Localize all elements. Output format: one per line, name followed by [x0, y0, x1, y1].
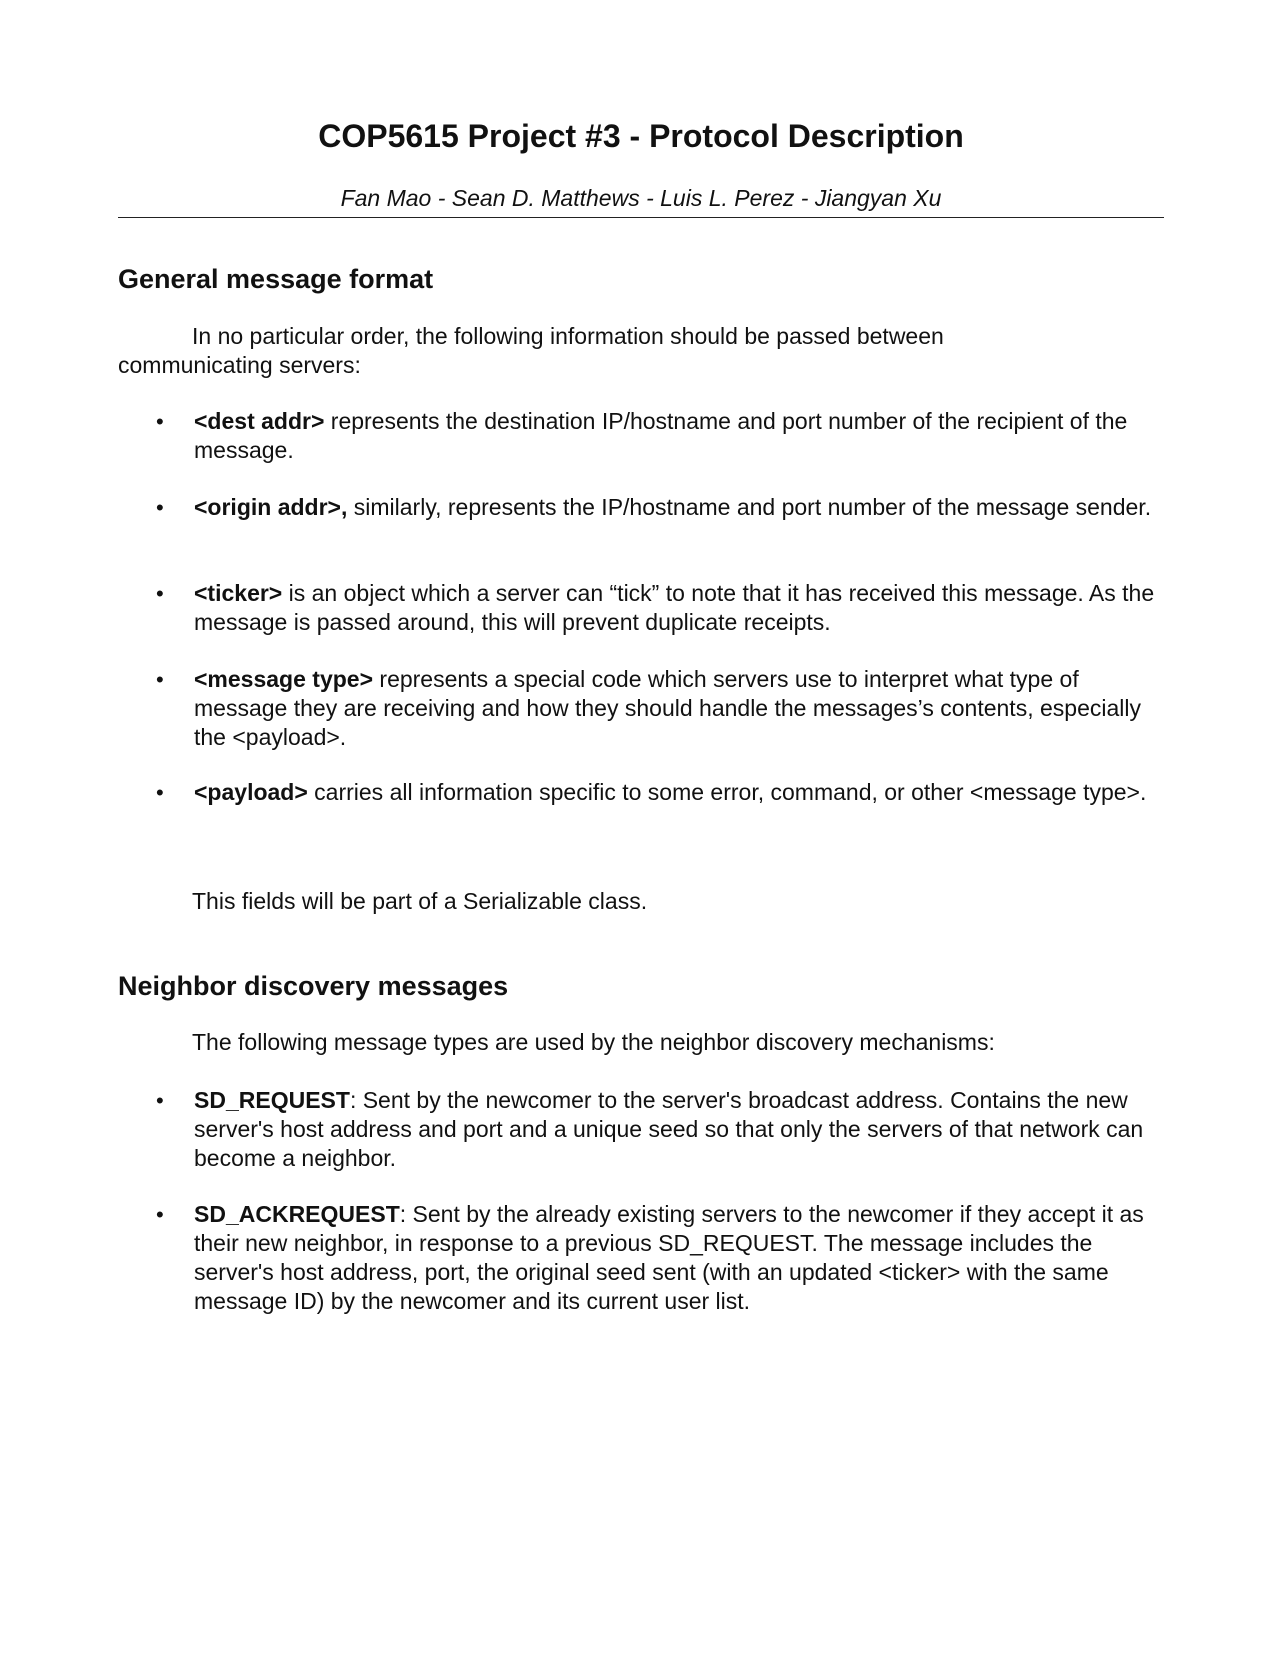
document-title: COP5615 Project #3 - Protocol Description [318, 118, 964, 154]
title-divider [118, 217, 1164, 218]
list-item-term: SD_ACKREQUEST [194, 1201, 400, 1227]
list-item-text [194, 493, 1164, 522]
section1-intro-text: In no particular order, the following information should be passed between communicating servers: [118, 323, 944, 378]
section1-intro [118, 322, 1018, 380]
list-item-text [194, 778, 1164, 807]
section2-intro-text: The following message types are used by the neighbor discovery mechanisms: [192, 1029, 995, 1055]
list-item-term: <origin addr>, [194, 494, 348, 520]
section2-intro [118, 1028, 1164, 1057]
list-item-text [194, 665, 1164, 752]
list-item [118, 493, 1164, 522]
list-item-term: <dest addr> [194, 408, 325, 434]
bullet-icon: • [156, 667, 164, 692]
list-item-text [194, 1200, 1164, 1316]
bullet-icon: • [156, 581, 164, 606]
list-item [118, 1200, 1164, 1316]
list-item-description: is an object which a server can “tick” to note that it has received this message. As the message is passed around, this will prevent duplicate receipts. [194, 580, 1155, 635]
bullet-icon: • [156, 780, 164, 805]
bullet-icon: • [156, 1202, 164, 1227]
list-item-description: represents a special code which servers use to interpret what type of message they are receiving and how they should handle the messages’s contents, especially the <payload>. [194, 666, 1141, 750]
list-item-term: SD_REQUEST [194, 1087, 350, 1113]
list-item-term: <message type> [194, 666, 374, 692]
bullet-icon: • [156, 1088, 164, 1113]
list-item-text [194, 579, 1164, 637]
bullet-icon: • [156, 409, 164, 434]
section-heading-neighbor-discovery: Neighbor discovery messages [118, 971, 509, 1001]
list-item-description: similarly, represents the IP/hostname and port number of the message sender. [347, 494, 1152, 520]
document-authors: Fan Mao - Sean D. Matthews - Luis L. Perez - Jiangyan Xu [340, 185, 942, 211]
list-item [118, 778, 1164, 807]
section-heading-general-message-format: General message format [118, 264, 434, 294]
list-item-description: carries all information specific to some error, command, or other <message type>. [307, 779, 1147, 805]
list-item-description: : Sent by the already existing servers to the newcomer if they accept it as their new neighbor, in response to a previous SD_REQUEST. The message includes the server's host address, port, the original seed sent (with an updated <ticker> with the same message ID) by the newcomer and its current user list. [194, 1201, 1144, 1314]
section1-closing-text: This fields will be part of a Serializable class. [192, 888, 648, 914]
list-item-text [194, 407, 1164, 465]
list-item-description: represents the destination IP/hostname and port number of the recipient of the message. [194, 408, 1128, 463]
list-item [118, 1086, 1164, 1173]
list-item-term: <payload> [194, 779, 308, 805]
list-item [118, 665, 1164, 752]
list-item [118, 407, 1164, 465]
list-item-text [194, 1086, 1164, 1173]
section1-closing [118, 887, 1164, 916]
bullet-icon: • [156, 495, 164, 520]
list-item [118, 579, 1164, 637]
list-item-term: <ticker> [194, 580, 283, 606]
list-item-description: : Sent by the newcomer to the server's broadcast address. Contains the new server's host address and port and a unique seed so that only the servers of that network can become a neighbor. [194, 1087, 1144, 1171]
